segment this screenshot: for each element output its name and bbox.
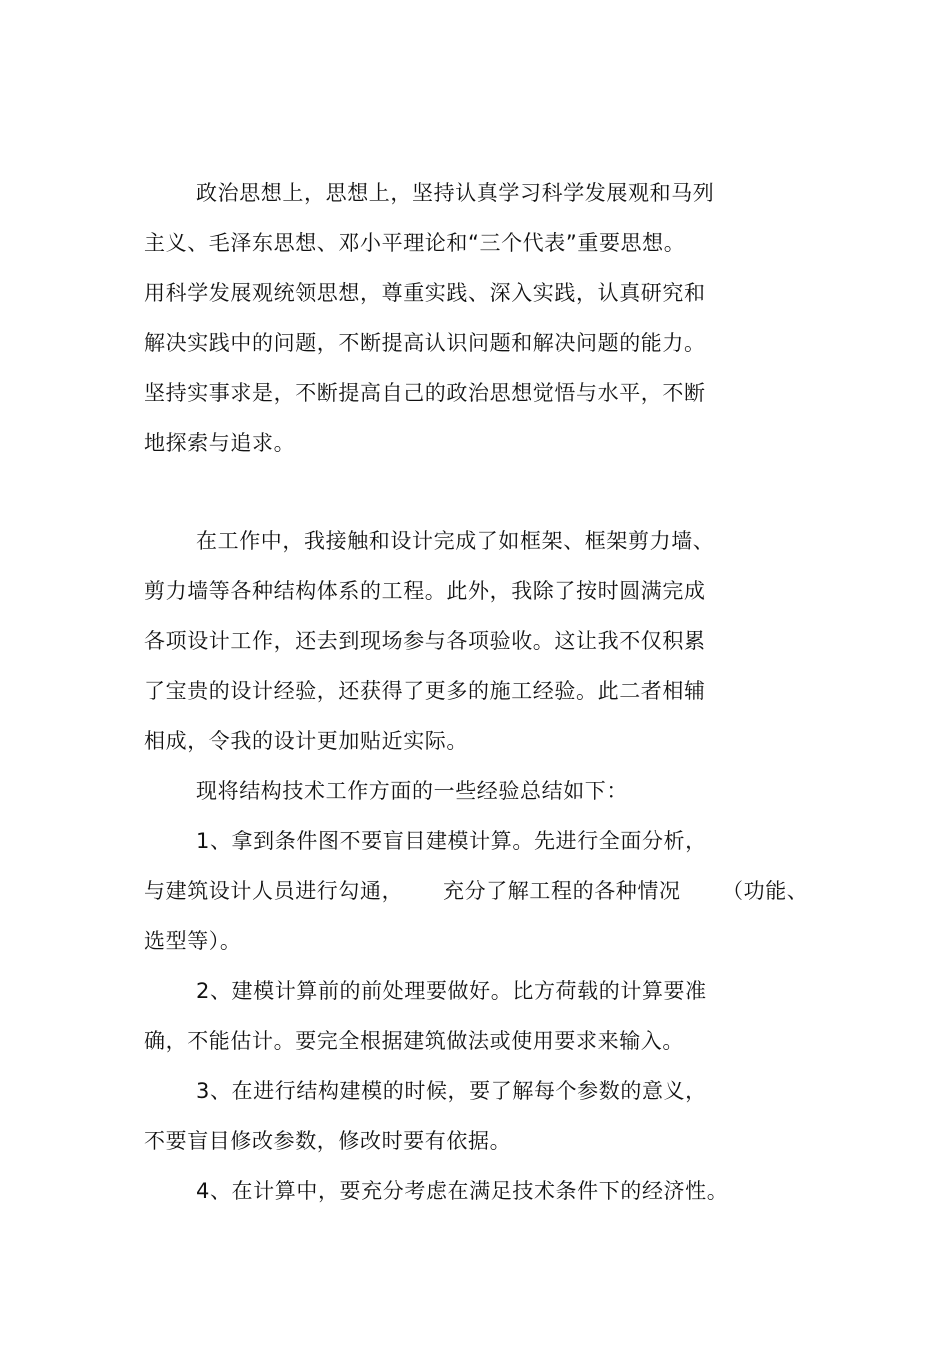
- paragraph-1-line-6: 地探索与追求。: [144, 431, 296, 455]
- item-1-line-2a: 与建筑设计人员进行勾通，: [144, 879, 404, 903]
- paragraph-2-line-3: 各项设计工作，还去到现场参与各项验收。这让我不仅积累: [144, 629, 706, 653]
- item-2-line-1: 2、建模计算前的前处理要做好。比方荷载的计算要准: [196, 979, 707, 1003]
- paragraph-2-line-2: 剪力墙等各种结构体系的工程。此外，我除了按时圆满完成: [144, 579, 706, 603]
- item-1-line-2b: 充分了解工程的各种情况: [443, 879, 681, 903]
- item-4-line-1: 4、在计算中，要充分考虑在满足技术条件下的经济性。: [196, 1179, 729, 1203]
- paragraph-2-line-1: 在工作中，我接触和设计完成了如框架、框架剪力墙、: [196, 529, 715, 553]
- item-1-line-2c: （功能、: [722, 879, 809, 903]
- paragraph-2-line-4: 了宝贵的设计经验，还获得了更多的施工经验。此二者相辅: [144, 679, 706, 703]
- item-2-line-2: 确，不能估计。要完全根据建筑做法或使用要求来输入。: [144, 1029, 684, 1053]
- item-3-line-2: 不要盲目修改参数，修改时要有依据。: [144, 1129, 512, 1153]
- paragraph-1-line-4: 解决实践中的问题，不断提高认识问题和解决问题的能力。: [144, 331, 706, 355]
- paragraph-1-line-2: 主义、毛泽东思想、邓小平理论和“三个代表”重要思想。: [144, 231, 686, 255]
- paragraph-1-line-1: 政治思想上，思想上，坚持认真学习科学发展观和马列: [196, 181, 715, 205]
- paragraph-1-line-3: 用科学发展观统领思想，尊重实践、深入实践，认真研究和: [144, 281, 706, 305]
- item-1-line-3: 选型等）。: [144, 929, 242, 953]
- paragraph-1-line-5: 坚持实事求是，不断提高自己的政治思想觉悟与水平，不断: [144, 381, 706, 405]
- paragraph-2-line-5: 相成，令我的设计更加贴近实际。: [144, 729, 468, 753]
- summary-intro: 现将结构技术工作方面的一些经验总结如下：: [196, 779, 628, 803]
- item-1-line-1: 1、拿到条件图不要盲目建模计算。先进行全面分析，: [196, 829, 707, 853]
- item-3-line-1: 3、在进行结构建模的时候，要了解每个参数的意义，: [196, 1079, 707, 1103]
